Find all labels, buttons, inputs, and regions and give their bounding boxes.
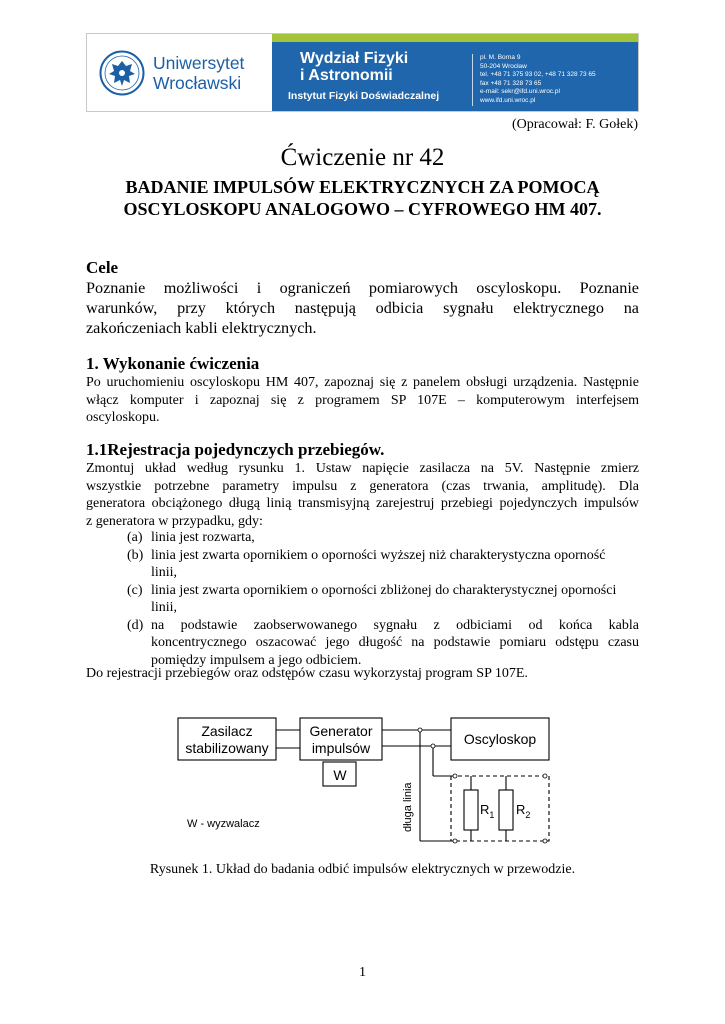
subtitle-line1: BADANIE IMPULSÓW ELEKTRYCZNYCH ZA POMOCĄ <box>125 177 600 197</box>
list-item-label: (d) <box>127 617 144 633</box>
resistor-r2 <box>499 790 513 830</box>
list-item <box>127 617 639 670</box>
supply-label-line2: stabilizowany <box>185 740 269 756</box>
supply-label-line1: Zasilacz <box>201 723 253 739</box>
list-item-text: linia jest rozwarta, <box>151 530 255 545</box>
section-1-1-line4: z generatora w przypadku, gdy: <box>86 513 263 529</box>
contact-line: tel. +48 71 375 93 02, +48 71 328 73 65 <box>480 71 596 78</box>
faculty-panel <box>272 34 638 111</box>
university-name-line2: Wrocławski <box>153 72 242 93</box>
section-1-1-line2: wszystkie potrzebne parametry impulsu z generatora (czas trwania, amplitudę). Dla <box>86 478 639 494</box>
section-1-heading: 1. Wykonanie ćwiczenia <box>86 354 260 373</box>
list-item-label: (c) <box>127 582 143 598</box>
green-stripe <box>272 34 638 42</box>
contact-line: 50-204 Wrocław <box>480 62 527 70</box>
subtitle-line2: OSCYLOSKOPU ANALOGOWO – CYFROWEGO HM 407. <box>123 199 602 219</box>
author-credit: (Opracował: F. Gołek) <box>511 117 638 132</box>
section-1 <box>86 354 639 427</box>
list-item <box>127 547 639 582</box>
university-crest-icon <box>99 50 145 96</box>
line-label: długa linia <box>402 782 414 832</box>
contact-line: e-mail: sekr@ifd.uni.wroc.pl <box>480 88 560 95</box>
subtitle <box>0 176 725 220</box>
figure-caption: Rysunek 1. Układ do badania odbić impulsów elektrycznych w przewodzie. <box>149 862 576 877</box>
section-1-line2: włącz komputer i zapoznaj się z programem SP 107E – komputerowym interfejsem <box>86 392 639 408</box>
list-item <box>127 529 639 547</box>
section-1-1-line3: generatora obciążonego długą linią transmisyjną zarejestruj przebiegi pojedynczych impulsów <box>86 496 639 511</box>
list-item-text: koncentrycznego oszacować jego długość na podstawie pomiaru odstępu czasu <box>151 635 639 650</box>
goals-heading: Cele <box>86 258 119 277</box>
faculty-name-line1: Wydział Fizyki <box>300 50 409 67</box>
goals-text-line1: Poznanie możliwości i ograniczeń pomiarowych oscyloskopu. Poznanie <box>86 279 639 297</box>
cases-list <box>127 529 639 669</box>
contact-info <box>480 54 596 105</box>
contact-line: www.ifd.uni.wroc.pl <box>480 96 536 104</box>
list-item-text: linii, <box>151 565 178 580</box>
institute-name: Instytut Fizyki Doświadczalnej <box>288 90 440 102</box>
contact-line: pl. M. Borna 9 <box>480 54 521 61</box>
list-item-text: pomiędzy impulsem a jego odbiciem. <box>151 652 362 668</box>
list-item-text: linii, <box>151 600 178 615</box>
list-item-label: (b) <box>127 547 144 563</box>
closing-text: Do rejestracji przebiegów oraz odstępów czasu wykorzystaj program SP 107E. <box>86 666 528 681</box>
goals-text-line3: zakończeniach kabli elektrycznych. <box>86 319 317 337</box>
resistor-r1 <box>464 790 478 830</box>
goals-section <box>86 258 639 338</box>
list-item-label: (a) <box>127 530 143 545</box>
trigger-label: W <box>333 767 347 783</box>
section-1-line3: oscyloskopu. <box>86 410 160 425</box>
list-item-text: linia jest zwarta opornikiem o oporności zbliżonej do charakterystycznej oporności <box>151 582 617 598</box>
circuit-diagram <box>175 710 555 855</box>
page-number: 1 <box>359 965 366 980</box>
section-1-line1: Po uruchomieniu oscyloskopu HM 407, zapoznaj się z panelem obsługi urządzenia. Następnie <box>86 375 639 390</box>
page-title: Ćwiczenie nr 42 <box>280 144 445 171</box>
university-name-line1: Uniwersytet <box>153 52 245 73</box>
header-banner <box>86 33 639 112</box>
list-item-text: na podstawie zaobserwowanego sygnału z odbiciami od końca kabla <box>151 617 639 633</box>
generator-label-line2: impulsów <box>311 740 371 756</box>
section-1-1 <box>86 440 639 530</box>
oscilloscope-label: Oscyloskop <box>463 731 537 747</box>
list-item <box>127 582 639 617</box>
contact-line: fax +48 71 328 73 65 <box>480 79 542 87</box>
faculty-name-line2: i Astronomii <box>300 67 393 84</box>
divider <box>472 54 473 106</box>
r2-label: $R_2$ <box>516 802 531 820</box>
section-1-1-heading: 1.1Rejestracja pojedynczych przebiegów. <box>86 440 385 459</box>
list-item-text: linia jest zwarta opornikiem o oporności wyższej niż charakterystyczna oporność <box>151 547 606 563</box>
r1-label: $R_1$ <box>480 802 495 820</box>
section-1-1-line1: Zmontuj układ według rysunku 1. Ustaw napięcie zasilacza na 5V. Następnie zmierz <box>86 461 639 476</box>
generator-label-line1: Generator <box>309 723 373 739</box>
legend-text: W - wyzwalacz <box>187 818 260 830</box>
goals-text-line2: warunków, przy których następują odbicia sygnału elektrycznego na <box>86 299 639 317</box>
university-logo <box>87 34 272 111</box>
